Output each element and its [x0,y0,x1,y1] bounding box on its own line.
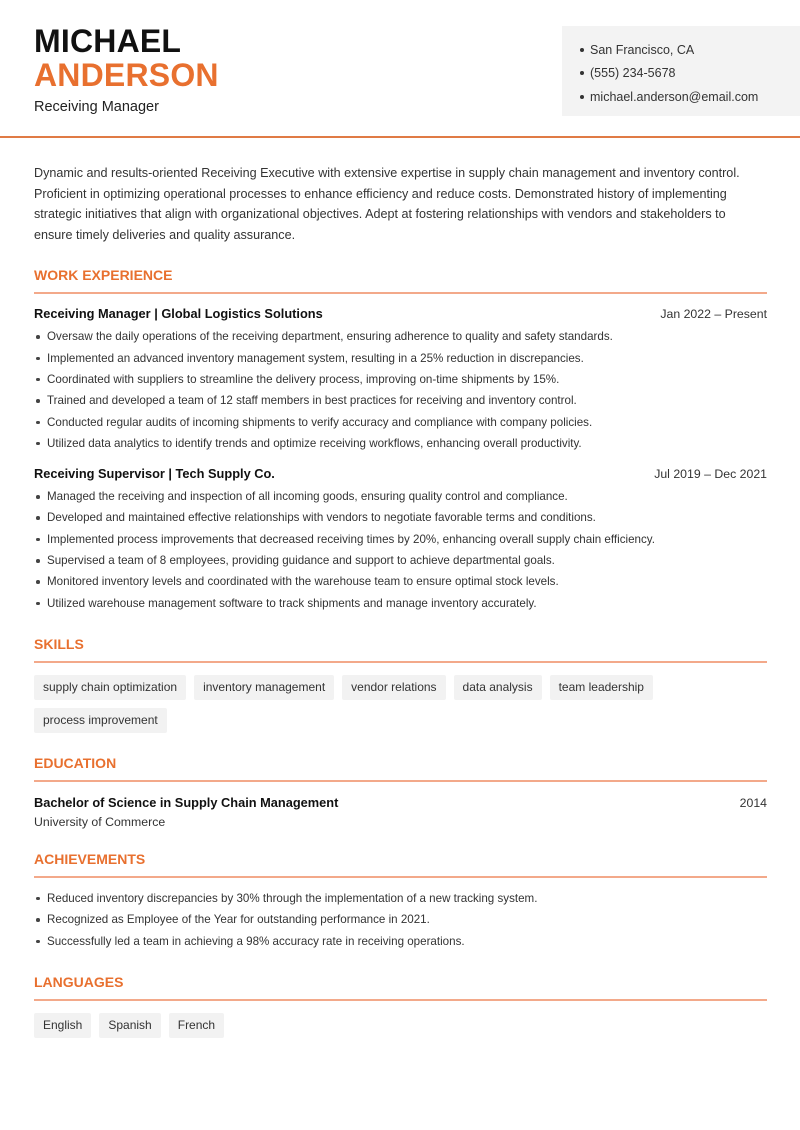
section-title-achievements: ACHIEVEMENTS [34,851,767,878]
bullet-item: Implemented process improvements that decreased receiving times by 20%, enhancing overall supply chain efficiency. [34,529,767,550]
phone-text: (555) 234-5678 [590,66,676,81]
section-title-skills: SKILLS [34,636,767,663]
job-dates: Jan 2022 – Present [660,307,767,322]
section-title-experience: WORK EXPERIENCE [34,267,767,294]
summary: Dynamic and results-oriented Receiving Executive with extensive expertise in supply chain management and inventory control. Proficient in optimizing operational processes to enhance efficiency and reduce costs. Demonstrated history of implementing strategic initiatives that align with organizational objectives. Adept at fostering relationships with vendors and stakeholders to ensure timely deliveries and quality assurance. [34,166,740,242]
achievement-item: Recognized as Employee of the Year for outstanding performance in 2021. [34,909,767,930]
skill-tag: vendor relations [342,675,445,700]
contact-email [580,85,800,109]
graduation-year: 2014 [739,795,767,810]
bullet-item: Supervised a team of 8 employees, providing guidance and support to achieve departmental goals. [34,550,767,571]
bullet-item: Oversaw the daily operations of the receiving department, ensuring adherence to quality and safety standards. [34,326,767,347]
education-entry [34,795,767,829]
bullet-icon [580,95,584,99]
achievement-item: Reduced inventory discrepancies by 30% through the implementation of a new tracking system. [34,888,767,909]
degree: Bachelor of Science in Supply Chain Management [34,794,339,810]
bullet-item: Monitored inventory levels and coordinated with the warehouse team to ensure optimal stock levels. [34,571,767,592]
contact-location [580,38,800,62]
school: University of Commerce [34,814,166,829]
bullet-item: Trained and developed a team of 12 staff members in best practices for receiving and inventory control. [34,390,767,411]
bullet-icon [580,71,584,75]
section-title-languages: LANGUAGES [34,974,767,1001]
bullet-item: Implemented an advanced inventory management system, resulting in a 25% reduction in discrepancies. [34,348,767,369]
bullet-item: Coordinated with suppliers to streamline the delivery process, improving on-time shipments by 15%. [34,369,767,390]
email-text: michael.anderson@email.com [590,89,759,104]
resume-header [0,0,800,138]
job-entry [34,306,767,454]
contact-phone [580,62,800,86]
language-tag: Spanish [99,1013,160,1038]
skill-tag: data analysis [454,675,542,700]
job-role: Receiving Manager | Global Logistics Solutions [34,306,323,322]
bullet-icon [580,48,584,52]
skill-tag: inventory management [194,675,334,700]
first-name: MICHAEL [34,23,182,59]
language-tag: English [34,1013,91,1038]
achievement-item: Successfully led a team in achieving a 98% accuracy rate in receiving operations. [34,931,767,952]
bullet-item: Utilized data analytics to identify trends and optimize receiving workflows, enhancing overall productivity. [34,433,767,454]
skills-list [34,675,767,733]
language-tag: French [169,1013,224,1038]
achievements-list [34,888,767,952]
location-text: San Francisco, CA [590,42,695,57]
resume-body [34,163,767,1038]
contact-box [562,26,800,116]
skill-tag: team leadership [550,675,653,700]
bullet-item: Conducted regular audits of incoming shipments to verify accuracy and compliance with company policies. [34,412,767,433]
job-title: Receiving Manager [34,99,159,115]
last-name: ANDERSON [34,57,219,93]
bullet-item: Developed and maintained effective relationships with vendors to negotiate favorable terms and conditions. [34,507,767,528]
skill-tag: process improvement [34,708,167,733]
bullet-item: Utilized warehouse management software to track shipments and manage inventory accurately. [34,593,767,614]
job-dates: Jul 2019 – Dec 2021 [654,467,767,482]
job-bullets [34,326,767,454]
job-bullets [34,486,767,614]
languages-list [34,1013,767,1038]
bullet-item: Managed the receiving and inspection of all incoming goods, ensuring quality control and compliance. [34,486,767,507]
skill-tag: supply chain optimization [34,675,186,700]
job-role: Receiving Supervisor | Tech Supply Co. [34,466,275,482]
job-entry [34,466,767,614]
section-title-education: EDUCATION [34,755,767,782]
